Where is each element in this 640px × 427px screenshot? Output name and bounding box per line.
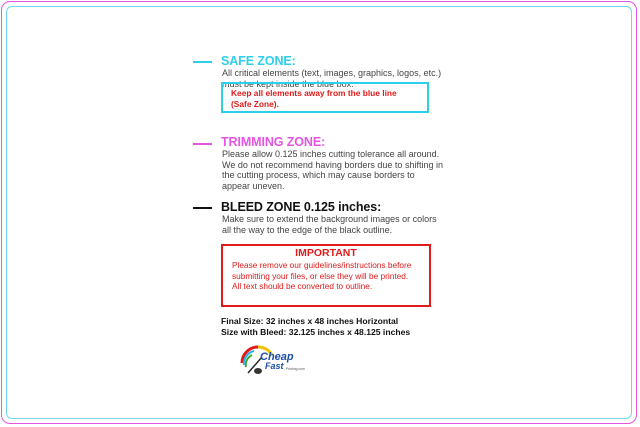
trimming-zone-line: appear uneven. xyxy=(222,180,285,191)
cheapfastprinting-logo xyxy=(236,341,316,377)
logo-mouse-icon xyxy=(254,368,262,374)
logo-word-suffix: Printing.com xyxy=(286,367,305,371)
logo-word-fast: Fast xyxy=(265,361,284,371)
bleed-zone-line: all the way to the edge of the black outline. xyxy=(222,224,393,235)
important-title: IMPORTANT xyxy=(295,247,357,259)
important-text xyxy=(223,260,429,292)
trimming-zone-text xyxy=(222,149,443,191)
important-line: Please remove our guidelines/instructions before xyxy=(232,260,412,270)
safe-zone-line-marker xyxy=(193,61,212,63)
trimming-zone-line: Please allow 0.125 inches cutting tolerance all around. xyxy=(222,149,440,159)
bleed-zone-text xyxy=(222,214,437,235)
trimming-zone-line-marker xyxy=(193,143,212,145)
important-notice-box xyxy=(221,244,431,307)
important-line: All text should be converted to outline. xyxy=(232,281,373,291)
safe-zone-line: must be kept inside the blue box. xyxy=(222,78,354,89)
safe-zone-line: All critical elements (text, images, graphics, logos, etc.) xyxy=(222,68,442,78)
logo-word-cheap: Cheap xyxy=(260,351,294,363)
bleed-zone-line-marker xyxy=(193,207,212,209)
size-info xyxy=(221,316,410,337)
important-line: submitting your files, or else they will be printed. xyxy=(232,270,409,281)
safe-zone-heading: SAFE ZONE: xyxy=(221,54,296,68)
trimming-zone-heading: TRIMMING ZONE: xyxy=(221,135,326,149)
safe-zone-notice-box xyxy=(221,82,429,113)
bleed-size-text: Size with Bleed: 32.125 inches x 48.125 inches xyxy=(221,326,411,337)
safe-zone-notice-line: (Safe Zone). xyxy=(231,98,279,109)
trimming-zone-line: the cutting process, which may cause borders to xyxy=(222,170,415,180)
bleed-zone-heading: BLEED ZONE 0.125 inches: xyxy=(221,200,382,214)
trimming-zone-line: We do not recommend having borders due to shifting in xyxy=(222,159,443,170)
bleed-zone-line: Make sure to extend the background images or colors xyxy=(222,214,437,224)
final-size-text: Final Size: 32 inches x 48 inches Horizontal xyxy=(221,316,399,326)
safe-zone-notice-line: Keep all elements away from the blue line xyxy=(231,88,397,98)
